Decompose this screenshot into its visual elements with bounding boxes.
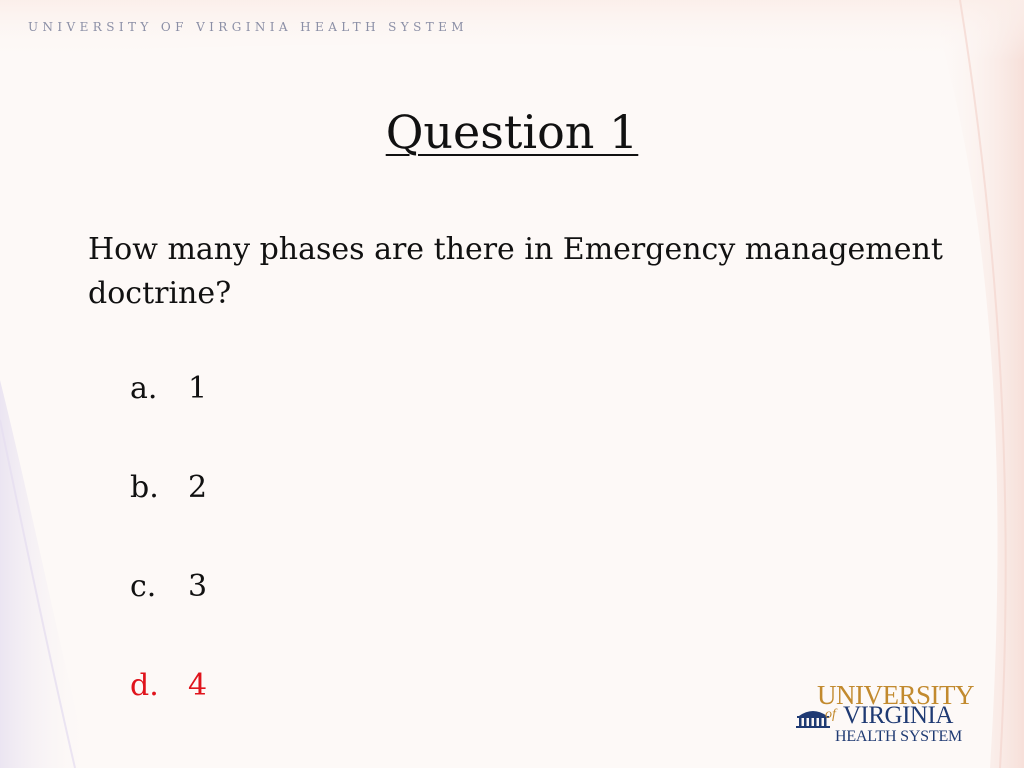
option-a — [130, 368, 207, 467]
option-b — [130, 467, 207, 566]
option-marker: d. — [130, 668, 159, 703]
option-value: 4 — [188, 668, 208, 703]
option-value: 1 — [188, 371, 208, 406]
logo-of-text: of — [825, 707, 836, 722]
option-value: 2 — [188, 470, 208, 505]
logo-university-text: UNIVERSITY — [817, 680, 974, 710]
logo-health-system-text: HEALTH SYSTEM — [835, 728, 963, 745]
option-c — [130, 566, 207, 665]
option-marker: c. — [130, 569, 157, 604]
logo-virginia-text: VIRGINIA — [843, 702, 953, 729]
option-marker: a. — [130, 371, 158, 406]
uva-health-system-logo — [795, 680, 975, 750]
question-text: How many phases are there in Emergency management doctrine? — [88, 232, 943, 311]
option-d-correct — [130, 665, 207, 764]
option-marker: b. — [130, 470, 159, 505]
organization-header: UNIVERSITY OF VIRGINIA HEALTH SYSTEM — [28, 20, 468, 34]
option-value: 3 — [188, 569, 208, 604]
answer-options — [130, 368, 207, 764]
slide-title: Question 1 — [385, 105, 639, 159]
